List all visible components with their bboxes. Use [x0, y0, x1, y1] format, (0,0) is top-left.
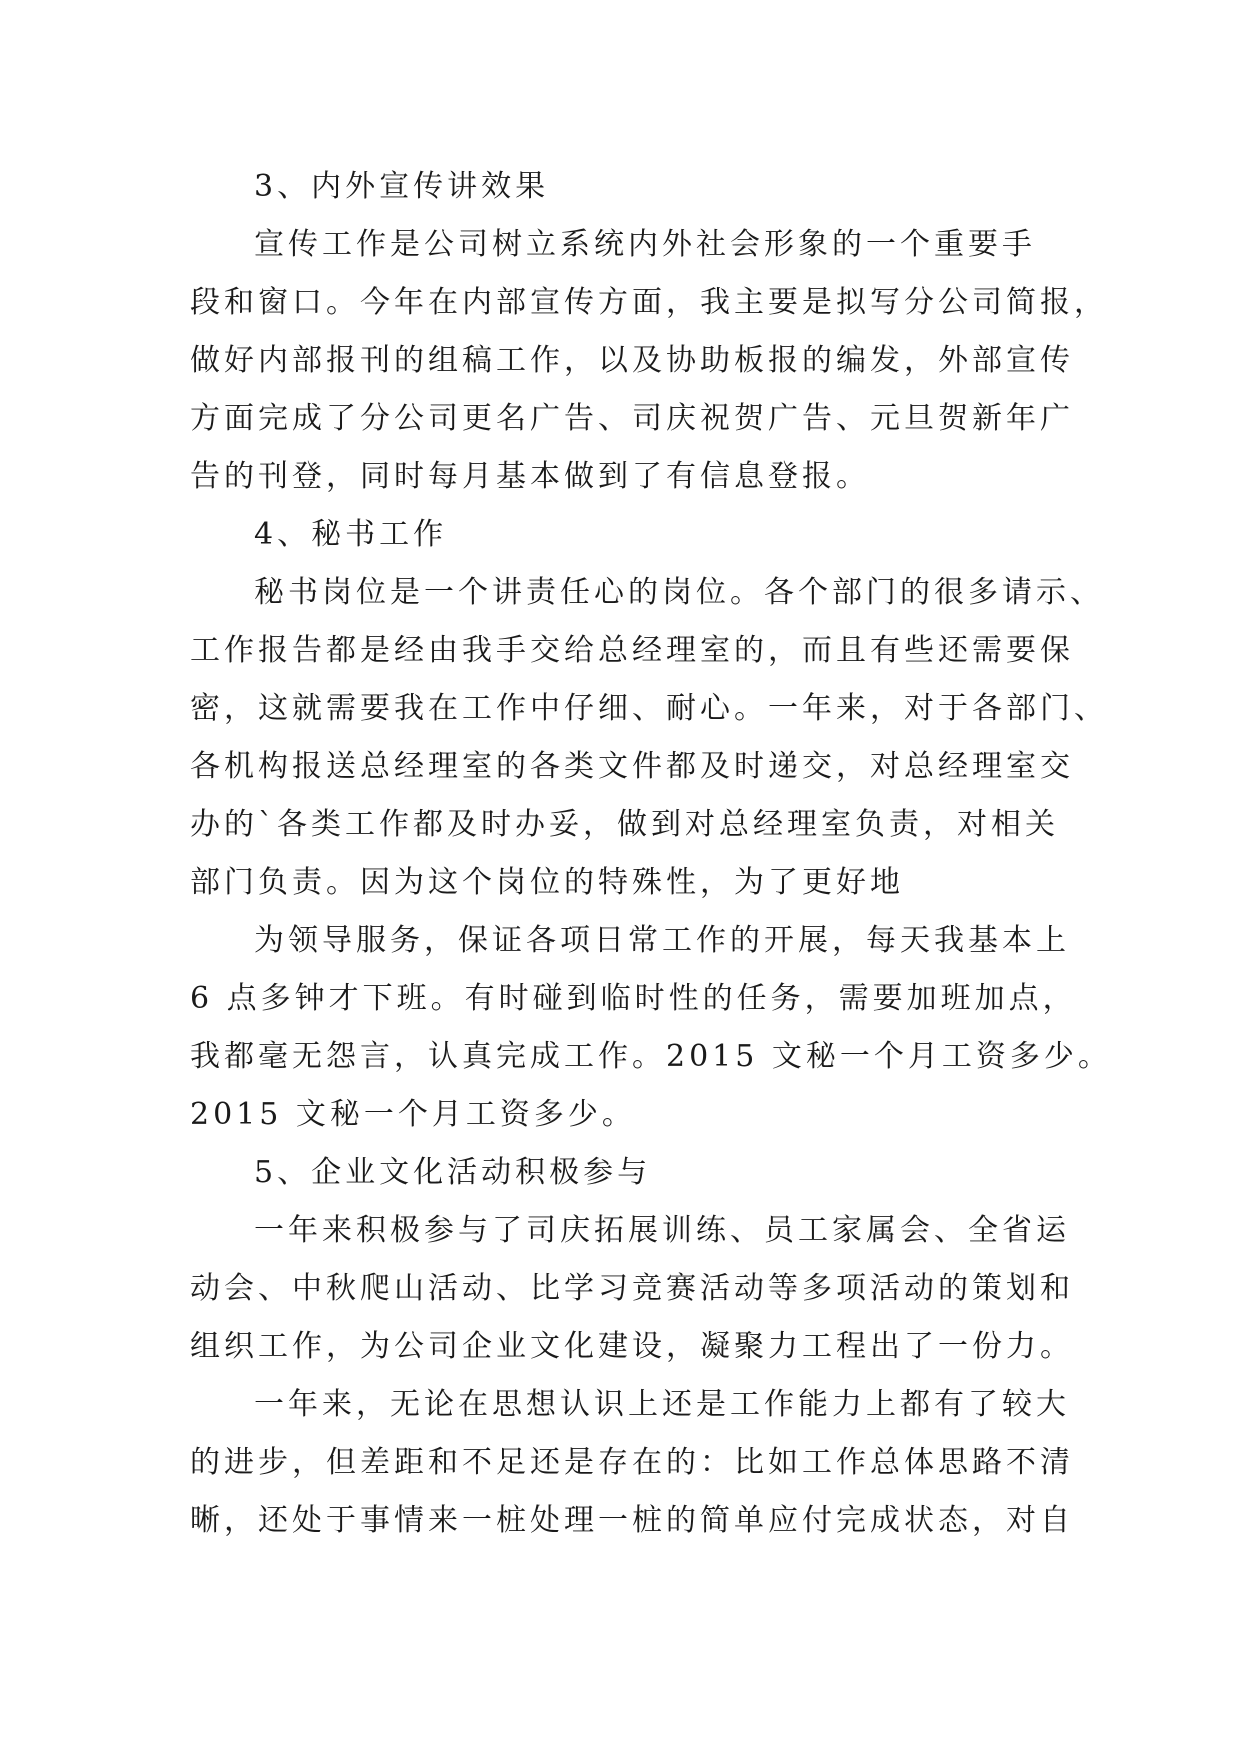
paragraph-line: 2015 文秘一个月工资多少。 [190, 1097, 636, 1132]
paragraph-line: 的进步，但差距和不足还是存在的：比如工作总体思路不清 [190, 1445, 1074, 1480]
paragraph-line: 方面完成了分公司更名广告、司庆祝贺广告、元旦贺新年广 [190, 401, 1074, 436]
paragraph-line: 一年来积极参与了司庆拓展训练、员工家属会、全省运 [254, 1213, 1070, 1248]
section-heading-publicity: 3、内外宣传讲效果 [254, 169, 550, 204]
paragraph-line: 工作报告都是经由我手交给总经理室的，而且有些还需要保 [190, 633, 1074, 668]
section-heading-culture: 5、企业文化活动积极参与 [254, 1155, 652, 1190]
paragraph-line: 各机构报送总经理室的各类文件都及时递交，对总经理室交 [190, 749, 1074, 784]
paragraph-line: 我都毫无怨言，认真完成工作。2015 文秘一个月工资多少。 [190, 1039, 1112, 1074]
paragraph-line: 办的`各类工作都及时办妥，做到对总经理室负责，对相关 [190, 807, 1059, 842]
paragraph-line: 秘书岗位是一个讲责任心的岗位。各个部门的很多请示、 [254, 575, 1104, 610]
section-heading-secretary: 4、秘书工作 [254, 517, 448, 552]
paragraph-line: 6 点多钟才下班。有时碰到临时性的任务，需要加班加点， [190, 981, 1077, 1016]
paragraph-line: 晰，还处于事情来一桩处理一桩的简单应付完成状态，对自 [190, 1503, 1074, 1538]
paragraph-line: 密，这就需要我在工作中仔细、耐心。一年来，对于各部门、 [190, 691, 1108, 726]
paragraph-line: 组织工作，为公司企业文化建设，凝聚力工程出了一份力。 [190, 1329, 1074, 1364]
paragraph-line: 动会、中秋爬山活动、比学习竞赛活动等多项活动的策划和 [190, 1271, 1074, 1306]
paragraph-line: 一年来，无论在思想认识上还是工作能力上都有了较大 [254, 1387, 1070, 1422]
paragraph-line: 部门负责。因为这个岗位的特殊性，为了更好地 [190, 865, 904, 900]
paragraph-line: 段和窗口。今年在内部宣传方面，我主要是拟写分公司简报， [190, 285, 1108, 320]
paragraph-line: 做好内部报刊的组稿工作，以及协助板报的编发，外部宣传 [190, 343, 1074, 378]
paragraph-line: 宣传工作是公司树立系统内外社会形象的一个重要手 [254, 227, 1036, 262]
document-body [190, 158, 1112, 1550]
paragraph-line: 告的刊登，同时每月基本做到了有信息登报。 [190, 459, 870, 494]
paragraph-line: 为领导服务，保证各项日常工作的开展，每天我基本上 [254, 923, 1070, 958]
